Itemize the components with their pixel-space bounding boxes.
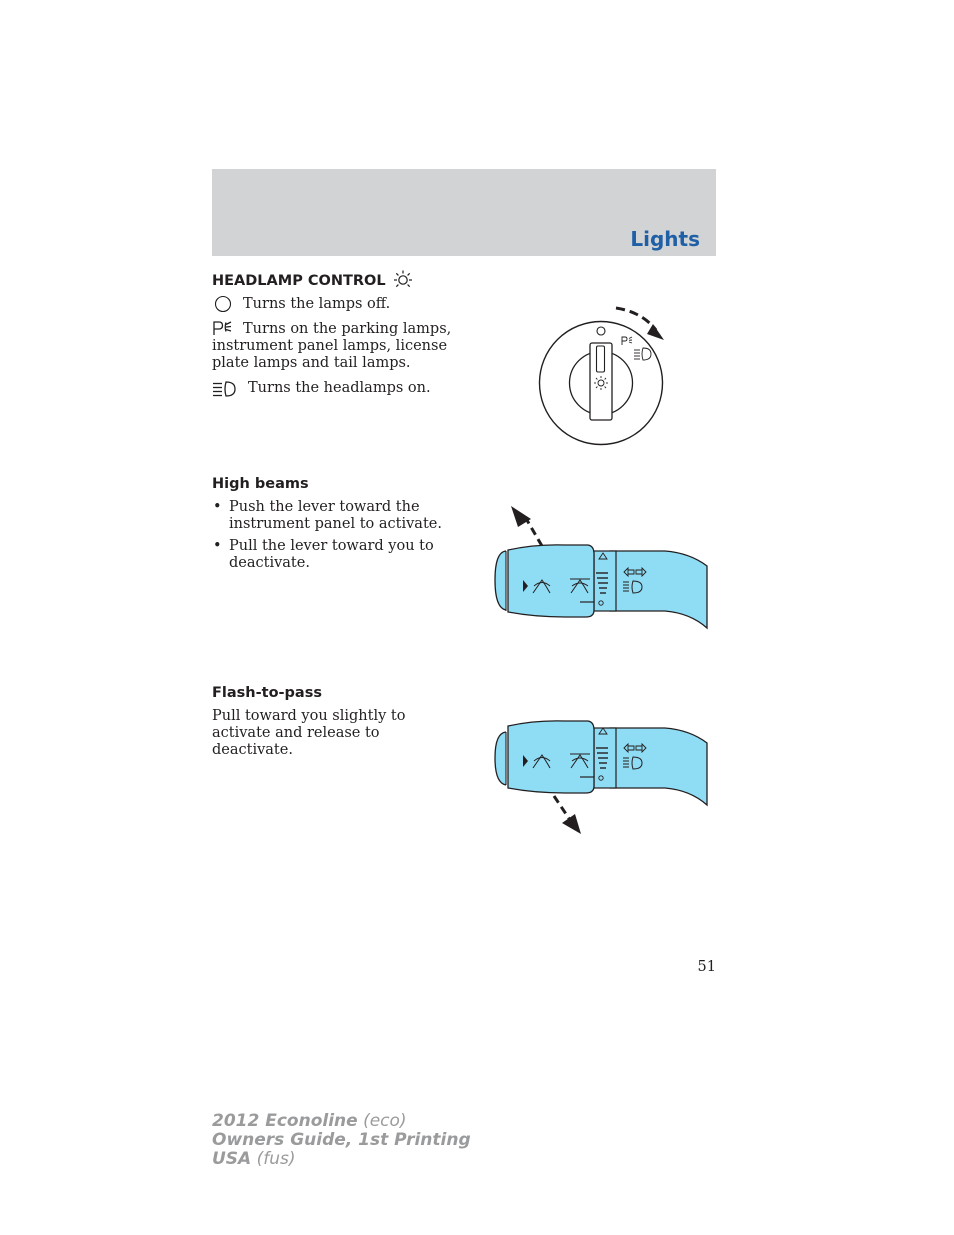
rotation-arrowhead xyxy=(647,324,664,340)
footer-line-model: 2012 Econoline (eco) xyxy=(212,1111,407,1131)
footer-imprint xyxy=(212,1112,471,1169)
page-number: 51 xyxy=(697,959,716,975)
footer-line-guide: Owners Guide, 1st Printing xyxy=(212,1130,471,1150)
section-header-band xyxy=(212,169,716,256)
high-beams-list xyxy=(212,499,452,577)
list-item: • Pull the lever toward you to deactivate. xyxy=(212,538,452,572)
headlamp-switch-illustration xyxy=(530,300,680,450)
high-beams-lever-illustration xyxy=(490,500,710,635)
headlamps-icon xyxy=(211,380,237,398)
headlamp-control-heading: HEADLAMP CONTROL xyxy=(212,269,413,289)
flash-to-pass-text: Pull toward you slightly to activate and release to deactivate. xyxy=(212,708,406,758)
item-off-text: Turns the lamps off. xyxy=(243,296,391,312)
pull-direction-arrow xyxy=(554,796,570,820)
item-parking-text: Turns on the parking lamps, instrument panel lamps, license plate lamps and tail lamps. xyxy=(212,321,452,371)
high-beams-heading: High beams xyxy=(212,476,309,492)
flash-to-pass-lever-illustration xyxy=(490,710,710,840)
pull-arrowhead xyxy=(562,814,581,834)
off-circle-icon xyxy=(214,295,232,313)
flash-to-pass-heading: Flash-to-pass xyxy=(212,685,322,701)
item-headlamps-text: Turns the headlamps on. xyxy=(248,380,431,396)
list-item: • Push the lever toward the instrument panel to activate. xyxy=(212,499,452,533)
headlamp-sun-icon xyxy=(393,269,413,289)
footer-line-region: USA (fus) xyxy=(212,1149,296,1169)
section-title: Lights xyxy=(630,227,700,251)
